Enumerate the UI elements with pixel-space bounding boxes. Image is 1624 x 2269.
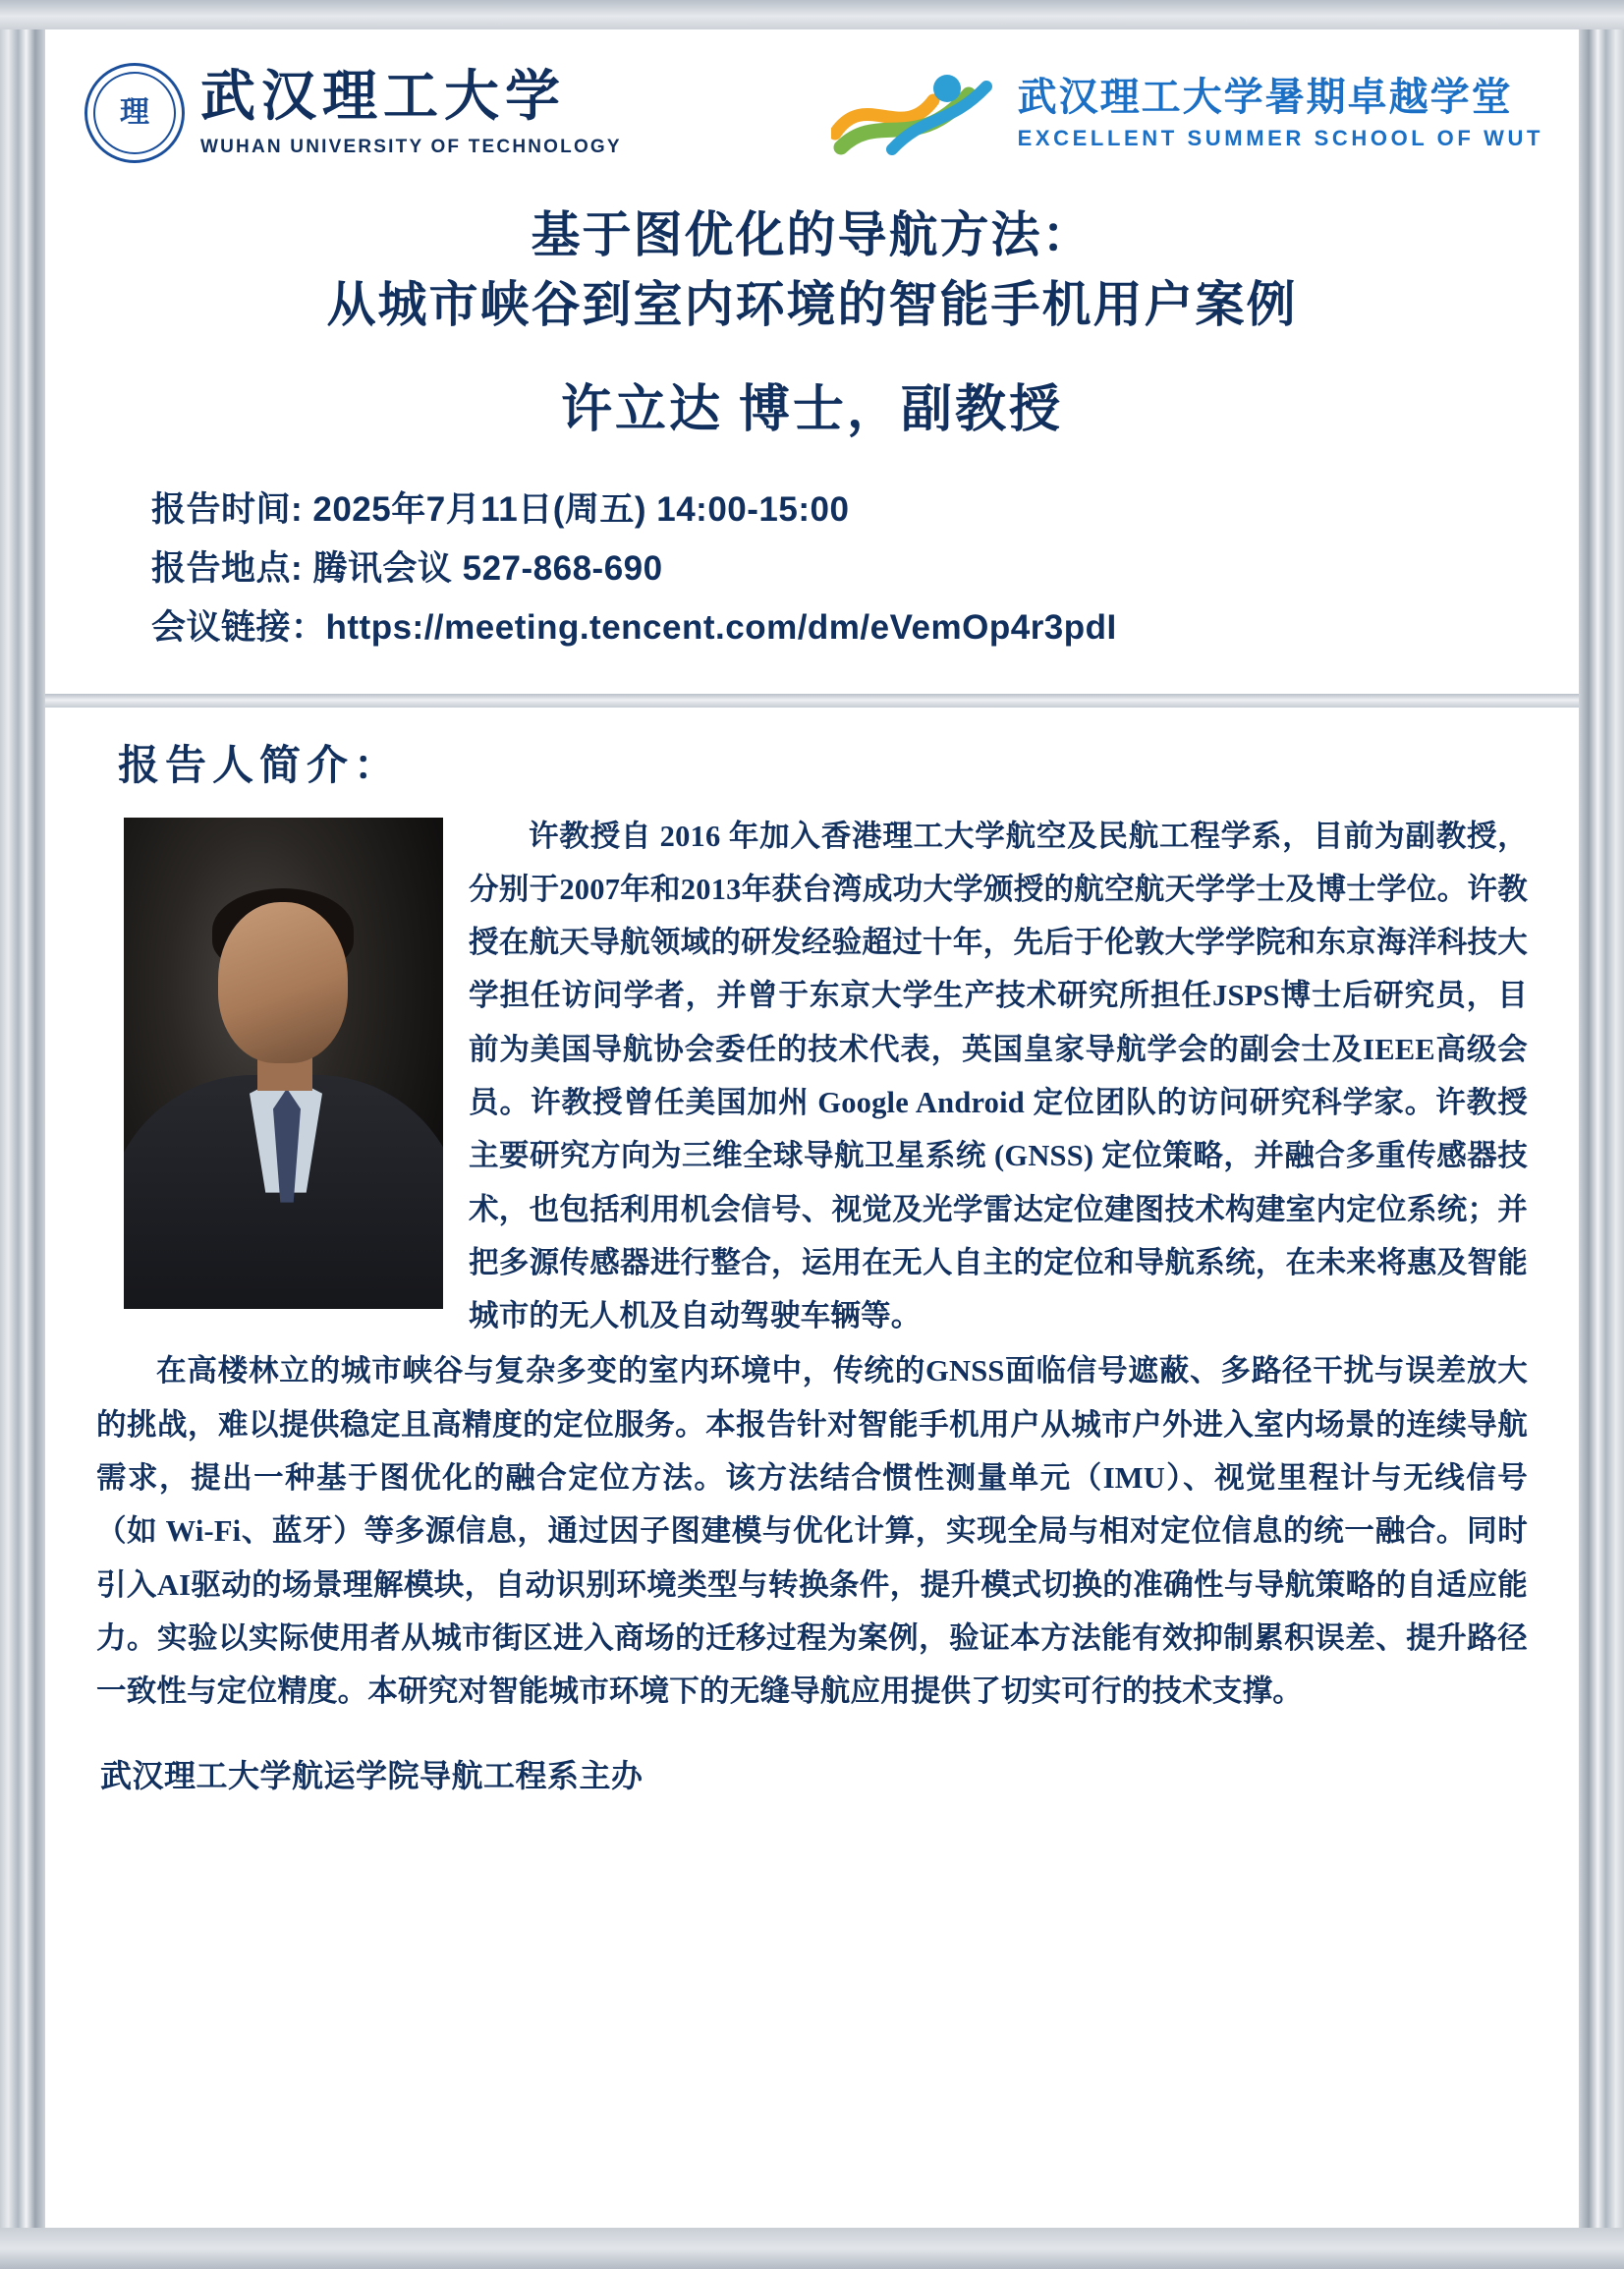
- summer-school-name-cn: 武汉理工大学暑期卓越学堂: [1017, 76, 1513, 119]
- bottom-border: [0, 2228, 1624, 2269]
- summer-school-logo: [831, 71, 1543, 155]
- bio-section: [45, 708, 1579, 1797]
- event-meta: [45, 441, 1579, 658]
- speaker-name: 许立达 博士，副教授: [560, 382, 1063, 438]
- summer-school-name-block: [1018, 75, 1543, 151]
- bio-heading: 报告人简介：: [118, 743, 402, 789]
- left-border: [0, 0, 45, 2269]
- seal-character: 理: [120, 96, 149, 129]
- swoosh-icon: [831, 71, 1004, 155]
- right-border: [1579, 0, 1624, 2269]
- university-name-en: WUHAN UNIVERSITY OF TECHNOLOGY: [200, 136, 622, 157]
- event-place: 报告地点: 腾讯会议 527-868-690: [151, 549, 663, 589]
- top-border: [0, 0, 1624, 29]
- event-link[interactable]: 会议链接：https://meeting.tencent.com/dm/eVemOp4r3pdI: [151, 608, 1117, 648]
- university-logo: [84, 63, 622, 163]
- bio-paragraph-2: 在高楼林立的城市峡谷与复杂多变的室内环境中，传统的GNSS面临信号遮蔽、多路径干扰与误差放大的挑战，难以提供稳定且高精度的定位服务。本报告针对智能手机用户从城市户外进入室内场景的连续导航需求，提出一种基于图优化的融合定位方法。该方法结合惯性测量单元（IMU）、视觉里程计与无线信号（如 Wi-Fi、蓝牙）等多源信息，通过因子图建模与优化计算，实现全局与相对定位信息的统一融合。同时引入AI驱动的场景理解模块，自动识别环境类型与转换条件，提升模式切换的准确性与导航策略的自适应能力。实验以实际使用者从城市街区进入商场的迁移过程为案例，验证本方法能有效抑制累积误差、提升路径一致性与定位精度。本研究对智能城市环境下的无缝导航应用提供了切实可行的技术支撑。: [96, 1354, 1528, 1709]
- university-seal-icon: [84, 63, 185, 163]
- title-block: [45, 175, 1579, 441]
- event-time: 报告时间: 2025年7月11日(周五) 14:00-15:00: [151, 490, 850, 529]
- header: [45, 29, 1579, 175]
- organizer-line: 武汉理工大学航运学院导航工程系主办: [100, 1758, 644, 1794]
- section-divider: [45, 694, 1579, 708]
- speaker-portrait: [124, 818, 443, 1309]
- talk-title-line2: 从城市峡谷到室内环境的智能手机用户案例: [326, 277, 1298, 332]
- poster-content: [45, 29, 1579, 2228]
- university-name-cn: 武汉理工大学: [200, 67, 566, 129]
- bio-paragraph-1: 许教授自 2016 年加入香港理工大学航空及民航工程学系，目前为副教授，分别于2007年和2013年获台湾成功大学颁授的航空航天学学士及博士学位。许教授在航天导航领域的研发经验超过十年，先后于伦敦大学学院和东京海洋科技大学担任访问学者，并曾于东京大学生产技术研究所担任JSPS博士后研究员，目前为美国导航协会委任的技术代表，英国皇家导航学会的副会士及IEEE高级会员。许教授曾任美国加州 Google Android 定位团队的访问研究科学家。许教授主要研究方向为三维全球导航卫星系统 (GNSS) 定位策略，并融合多重传感器技术，也包括利用机会信号、视觉及光学雷达定位建图技术构建室内定位系统；并把多源传感器进行整合，运用在无人自主的定位和导航系统，在未来将惠及智能城市的无人机及自动驾驶车辆等。: [469, 819, 1528, 1333]
- university-name-block: [200, 68, 622, 158]
- talk-title-line1: 基于图优化的导航方法：: [531, 207, 1093, 262]
- summer-school-name-en: EXCELLENT SUMMER SCHOOL OF WUT: [1017, 126, 1543, 150]
